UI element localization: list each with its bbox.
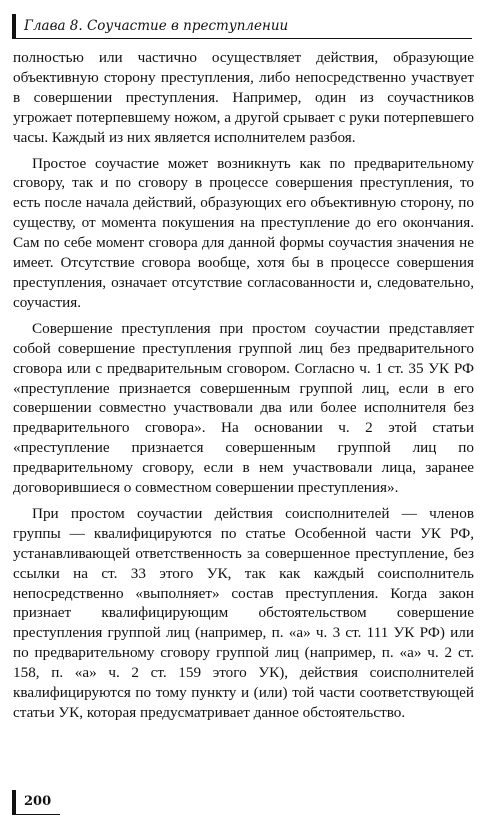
paragraph-3: Совершение преступления при простом соучастии представляет собой совершение преступления группой лиц без предварительного сговора или с предварительным сговором. Согласно ч. 1 ст. 35 УК РФ «преступление признается совершенным группой лиц, если в его совершении совместно участвовали два или более исполнителя без предварительного сговора». На основании ч. 2 этой статьи «преступление признается совершенным группой лиц по предварительному сговору, если в нем участвовали лица, заранее договорившиеся о совместном совершении преступления». — [13, 319, 474, 497]
page-footer — [12, 790, 60, 814]
running-head-bar — [12, 14, 16, 38]
running-head — [12, 14, 472, 38]
page-number-bar — [12, 790, 16, 814]
paragraph-4: При простом соучастии действия соисполнителей — членов группы — квалифицируются по статье Особенной части УК РФ, устанавливающей ответственность за совершенное преступление, без ссылки на ст. 33 этого УК, так как каждый соисполнитель непосредственно «выполняет» состав преступления. Когда закон признает квалифицирующим обстоятельством совершение преступления группой лиц (например, п. «а» ч. 3 ст. 111 УК РФ) или по предварительному сговору группой лиц (например, п. «а» ч. 2 ст. 158, п. «а» ч. 2 ст. 159 этого УК), действия соисполнителей квалифицируются по тому пункту и (или) той части соответствующей статьи УК, которая предусматривает данное обстоятельство. — [13, 504, 474, 721]
paragraph-1: полностью или частично осуществляет действия, образующие объективную сторону преступления, либо непосредственно участвует в совершении преступления. Например, один из соучастников угрожает потерпевшему ножом, а другой срывает с руки потерпевшего часы. Каждый из них является исполнителем разбоя. — [13, 49, 474, 146]
running-head-rule — [12, 38, 472, 39]
body-text — [13, 48, 474, 723]
chapter-title: Глава 8. Соучастие в преступлении — [24, 18, 289, 34]
page-number-rule — [12, 814, 60, 815]
page-number: 200 — [24, 794, 52, 809]
paragraph-2: Простое соучастие может возникнуть как по предварительному сговору, так и по сговору в процессе совершения преступления, то есть после начала действий, образующих его объективную сторону, по существу, от момента покушения на преступление до его окончания. Сам по себе момент сговора для данной формы соучастия значения не имеет. Отсутствие сговора вообще, хотя бы в процессе совершения преступления, означает отсутствие согласованности и, следовательно, соучастия. — [13, 154, 474, 311]
